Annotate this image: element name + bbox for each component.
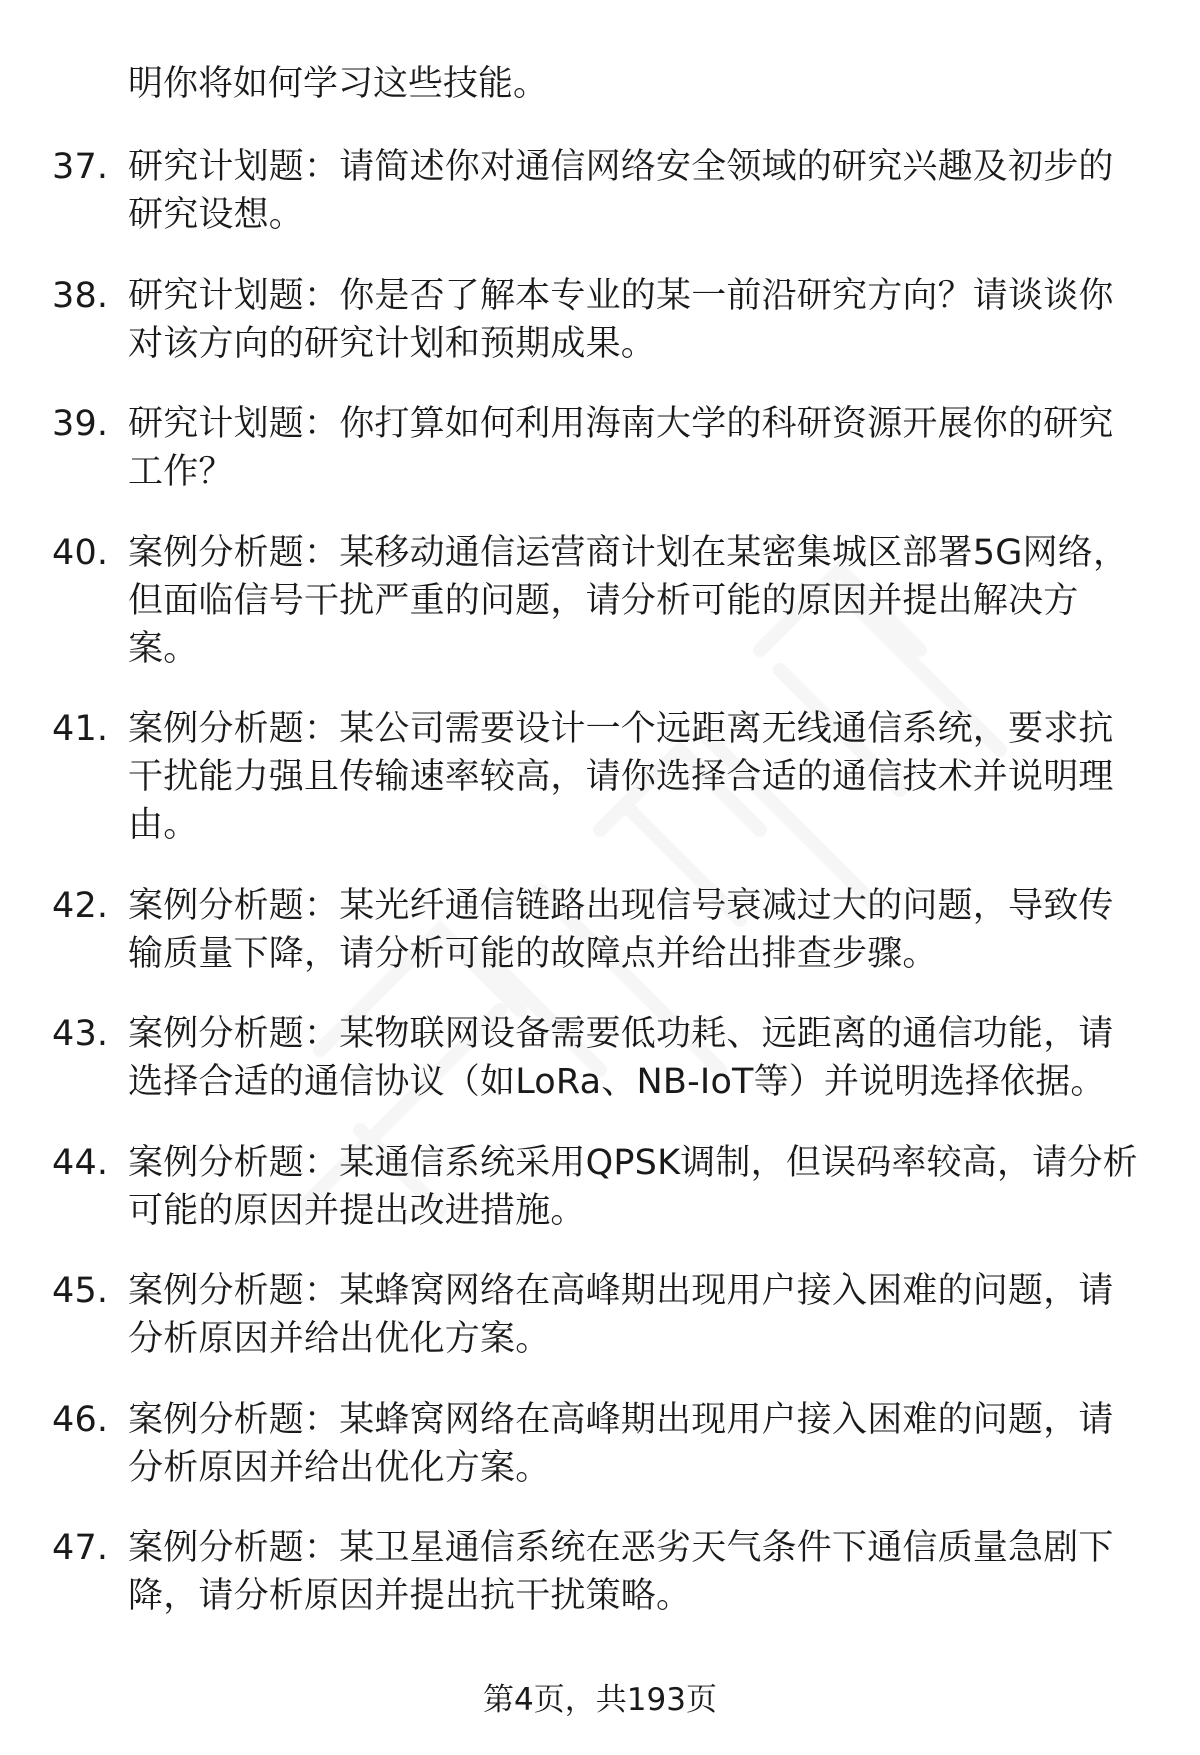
question-number: 45.	[52, 1271, 109, 1311]
question-number: 38.	[52, 275, 109, 316]
question-number: 44.	[52, 1142, 109, 1183]
question-item	[52, 1396, 1142, 1492]
question-number: 39.	[52, 404, 109, 444]
question-text: 研究计划题：请简述你对通信网络安全领域的研究兴趣及初步的研究设想。	[128, 147, 1114, 235]
question-item	[52, 1524, 1142, 1620]
question-text: 案例分析题：某蜂窝网络在高峰期出现用户接入困难的问题，请分析原因并给出优化方案。	[128, 1271, 1114, 1359]
question-text: 案例分析题：某公司需要设计一个远距离无线通信系统，要求抗干扰能力强且传输速率较高，请你选择合适的通信技术并说明理由。	[128, 709, 1114, 845]
question-item	[52, 143, 1142, 239]
question-item	[52, 882, 1142, 978]
question-item	[52, 272, 1142, 368]
continuation-text: 明你将如何学习这些技能。	[128, 64, 549, 104]
question-text: 研究计划题：你打算如何利用海南大学的科研资源开展你的研究工作？	[128, 404, 1114, 492]
question-item	[52, 1267, 1142, 1363]
question-number: 42.	[52, 885, 109, 926]
page-footer: 第4页，共193页	[483, 1682, 717, 1718]
question-text: 研究计划题：你是否了解本专业的某一前沿研究方向？请谈谈你对该方向的研究计划和预期成果。	[128, 275, 1114, 364]
question-number: 41.	[52, 709, 109, 749]
question-item	[52, 529, 1142, 673]
question-number: 46.	[52, 1399, 109, 1440]
question-text: 案例分析题：某光纤通信链路出现信号衰减过大的问题，导致传输质量下降，请分析可能的故障点并给出排查步骤。	[128, 885, 1114, 974]
question-item	[52, 1139, 1142, 1235]
question-item	[52, 705, 1142, 849]
question-text: 案例分析题：某蜂窝网络在高峰期出现用户接入困难的问题，请分析原因并给出优化方案。	[128, 1399, 1114, 1488]
question-number: 47.	[52, 1528, 109, 1568]
question-number: 37.	[52, 147, 109, 187]
question-list	[52, 143, 1142, 1653]
question-text: 案例分析题：某物联网设备需要低功耗、远距离的通信功能，请选择合适的通信协议（如LoRa、NB-IoT等）并说明选择依据。	[128, 1014, 1114, 1102]
question-item	[52, 1010, 1142, 1106]
question-text: 案例分析题：某卫星通信系统在恶劣天气条件下通信质量急剧下降，请分析原因并提出抗干扰策略。	[128, 1528, 1114, 1616]
question-number: 43.	[52, 1014, 109, 1054]
question-text: 案例分析题：某移动通信运营商计划在某密集城区部署5G网络，但面临信号干扰严重的问题，请分析可能的原因并提出解决方案。	[128, 532, 1129, 669]
question-number: 40.	[52, 532, 109, 573]
question-text: 案例分析题：某通信系统采用QPSK调制，但误码率较高，请分析可能的原因并提出改进措施。	[128, 1142, 1138, 1231]
question-item	[52, 400, 1142, 496]
